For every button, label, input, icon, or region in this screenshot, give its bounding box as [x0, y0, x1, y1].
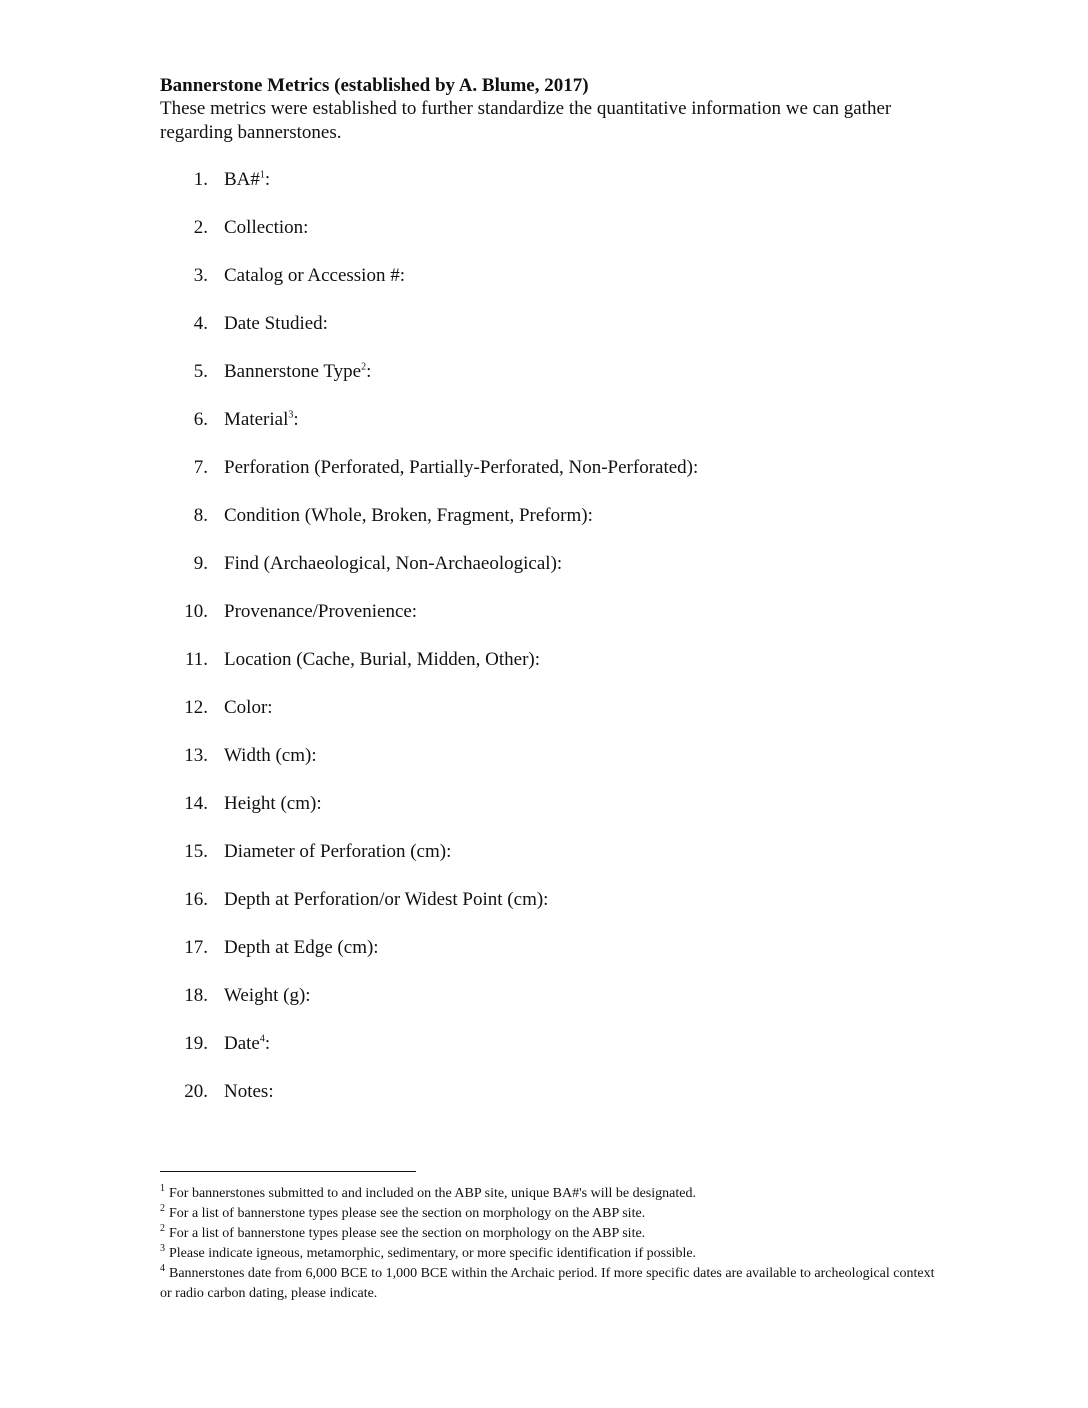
metric-number: 5.: [193, 361, 208, 382]
footnote: [160, 1264, 940, 1304]
metric-label: [224, 216, 308, 240]
metric-label-suffix: :: [264, 1033, 271, 1054]
metric-label: [224, 408, 299, 432]
metric-number: 11.: [184, 649, 208, 670]
metric-label: [224, 456, 698, 480]
metric-label-text: Depth at Perforation/or Widest Point (cm):: [224, 889, 549, 910]
metric-number: 19.: [184, 1033, 208, 1054]
metric-number: 18.: [184, 985, 208, 1006]
metric-label: [224, 984, 311, 1008]
footnote-mark: 4: [160, 1263, 165, 1275]
metric-number: 1.: [193, 169, 208, 190]
metric-label-text: Find (Archaeological, Non-Archaeological):: [224, 553, 563, 574]
metric-label: [224, 792, 322, 816]
metric-label-text: Weight (g):: [224, 985, 311, 1006]
footnote: [160, 1224, 940, 1244]
metric-number: 20.: [184, 1081, 208, 1102]
metric-label: [224, 696, 273, 720]
footnote-separator: [160, 1171, 416, 1172]
metric-number: 16.: [184, 889, 208, 910]
metric-label-text: Date: [224, 1033, 260, 1054]
document-title: Bannerstone Metrics (established by A. Blume, 2017): [160, 75, 589, 96]
footnote-text: Please indicate igneous, metamorphic, sedimentary, or more specific identification if possible.: [169, 1246, 697, 1261]
metric-number: 6.: [193, 409, 208, 430]
footnote: [160, 1184, 940, 1204]
metric-label: [224, 552, 562, 576]
footnote-reference: 4: [259, 1033, 265, 1045]
metric-label-text: Collection:: [224, 217, 309, 238]
footnote-reference: 2: [361, 361, 367, 373]
metric-label-text: Height (cm):: [224, 793, 322, 814]
metric-label: [224, 264, 405, 288]
footnote-mark: 1: [160, 1183, 165, 1195]
metric-number: 4.: [193, 313, 208, 334]
footnote-reference: 3: [288, 409, 294, 421]
metric-number: 3.: [193, 265, 208, 286]
metric-label: [224, 1080, 274, 1104]
metric-label-text: Depth at Edge (cm):: [224, 937, 379, 958]
metric-label-text: Location (Cache, Burial, Midden, Other):: [224, 649, 541, 670]
footnote-text: Bannerstones date from 6,000 BCE to 1,000 BCE within the Archaic period. If more specific dates are available to archeological context or radio carbon dating, please indicate.: [160, 1266, 935, 1301]
metric-number: 14.: [184, 793, 208, 814]
metric-label-text: Notes:: [224, 1081, 274, 1102]
metric-number: 12.: [184, 697, 208, 718]
footnote-mark: 2: [160, 1203, 165, 1215]
metric-label: [224, 312, 328, 336]
metric-label-suffix: :: [293, 409, 299, 430]
footnote: [160, 1244, 940, 1264]
metric-label-text: Condition (Whole, Broken, Fragment, Preform):: [224, 505, 593, 526]
metric-number: 8.: [193, 505, 208, 526]
metric-label: [224, 1032, 270, 1056]
metric-label: [224, 504, 593, 528]
metric-label: [224, 936, 379, 960]
metric-number: 2.: [193, 217, 208, 238]
metric-number: 13.: [184, 745, 208, 766]
metric-label-text: Color:: [224, 697, 273, 718]
footnote-text: For a list of bannerstone types please see the section on morphology on the ABP site.: [169, 1226, 646, 1241]
metric-number: 17.: [184, 937, 208, 958]
metric-label-text: Catalog or Accession #:: [224, 265, 405, 286]
metric-label: [224, 840, 451, 864]
footnote-text: For bannerstones submitted to and included on the ABP site, unique BA#'s will be designated.: [169, 1186, 696, 1201]
metric-label: [224, 600, 417, 624]
metric-number: 9.: [193, 553, 208, 574]
metric-label-text: Provenance/Provenience:: [224, 601, 418, 622]
metric-number: 10.: [184, 601, 208, 622]
metric-label: [224, 648, 540, 672]
metric-label-suffix: :: [366, 361, 372, 382]
metric-label: [224, 744, 317, 768]
metric-label-suffix: :: [264, 169, 271, 190]
footnote: [160, 1204, 940, 1224]
metric-number: 15.: [184, 841, 208, 862]
metric-label: [224, 360, 371, 384]
intro-paragraph: These metrics were established to further standardize the quantitative information we can gather regarding bannerstones.: [160, 98, 892, 143]
footnotes: [160, 1184, 940, 1304]
footnote-mark: 3: [160, 1243, 165, 1255]
metric-label-text: Date Studied:: [224, 313, 328, 334]
footnote-reference: 1: [259, 169, 265, 181]
metric-label-text: Material: [224, 409, 289, 430]
metric-label-text: Width (cm):: [224, 745, 317, 766]
metric-number: 7.: [193, 457, 208, 478]
metric-label-text: Diameter of Perforation (cm):: [224, 841, 452, 862]
metric-label: [224, 168, 270, 192]
footnote-text: For a list of bannerstone types please see the section on morphology on the ABP site.: [169, 1206, 646, 1221]
metric-label-text: Bannerstone Type: [224, 361, 362, 382]
metric-label: [224, 888, 548, 912]
metric-label-text: BA#: [224, 169, 260, 190]
footnote-mark: 2: [160, 1223, 165, 1235]
metric-label-text: Perforation (Perforated, Partially-Perforated, Non-Perforated):: [224, 457, 699, 478]
